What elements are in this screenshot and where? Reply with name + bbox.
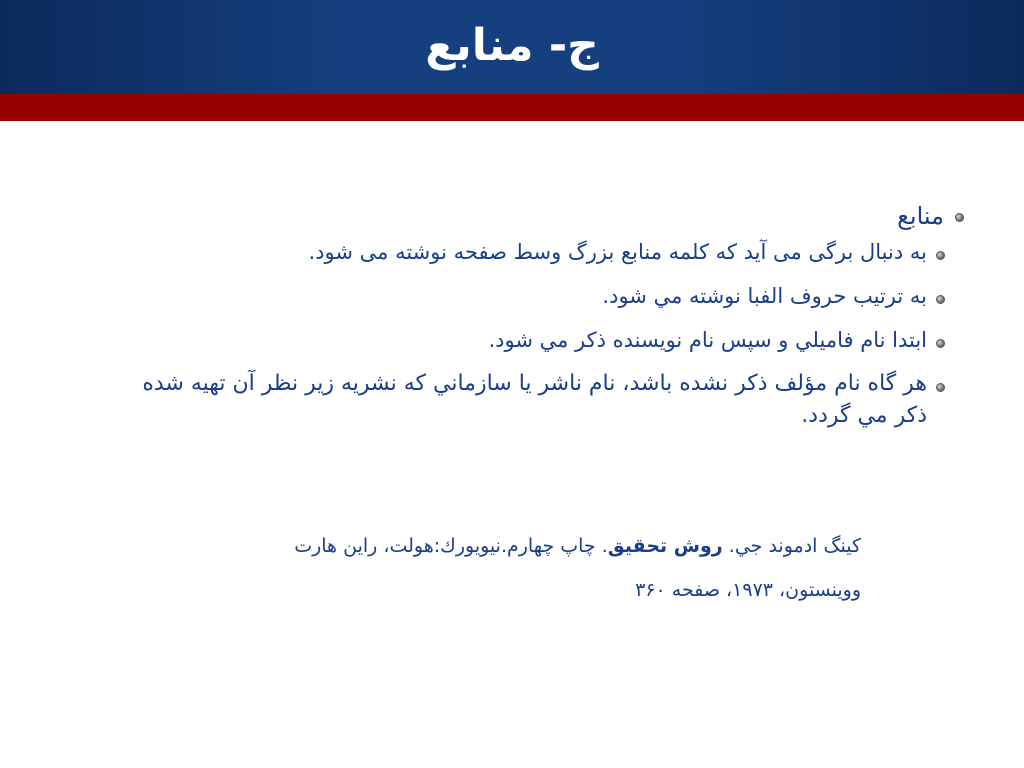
title-underline-band — [0, 94, 1024, 121]
main-bullet-text: منابع — [897, 202, 944, 230]
bullet-icon — [955, 213, 964, 222]
sub-bullet-text: به دنبال برگی می آید که کلمه منابع بزرگ وسط صفحه نوشته می شود. — [308, 240, 927, 264]
reference-publication: . چاپ چهارم.نيويورك:هولت، راين هارت — [294, 535, 608, 557]
sub-bullet-text: به ترتيب حروف الفبا نوشته مي شود. — [602, 284, 927, 308]
reference-book-title: روش تحقيق — [607, 535, 723, 557]
bullet-list — [60, 198, 944, 432]
main-bullet — [60, 198, 944, 234]
slide-title: ج- منابع — [425, 20, 599, 71]
reference-line-1 — [101, 524, 861, 568]
sub-bullet-item — [127, 236, 927, 268]
bullet-icon — [936, 251, 945, 260]
sub-bullet-text: هر گاه نام مؤلف ذكر نشده باشد، نام ناشر يا سازماني كه نشريه زير نظر آن تهيه شده ذكر مي گردد. — [142, 371, 927, 428]
sub-bullet-item — [127, 324, 927, 356]
reference-line-2: ووينستون، ۱۹۷۳، صفحه ۳۶۰ — [635, 579, 861, 601]
sub-bullet-text: ابتدا نام فاميلي و سپس نام نويسنده ذكر مي شود. — [488, 328, 927, 352]
reference-author: كينگ ادموند جي. — [728, 535, 861, 557]
sub-bullet-item — [127, 368, 927, 432]
bullet-icon — [936, 339, 945, 348]
sub-bullet-list — [60, 236, 927, 432]
reference-citation — [101, 524, 861, 612]
bullet-icon — [936, 295, 945, 304]
bullet-icon — [936, 383, 945, 392]
sub-bullet-item — [127, 280, 927, 312]
title-bar — [0, 0, 1024, 94]
